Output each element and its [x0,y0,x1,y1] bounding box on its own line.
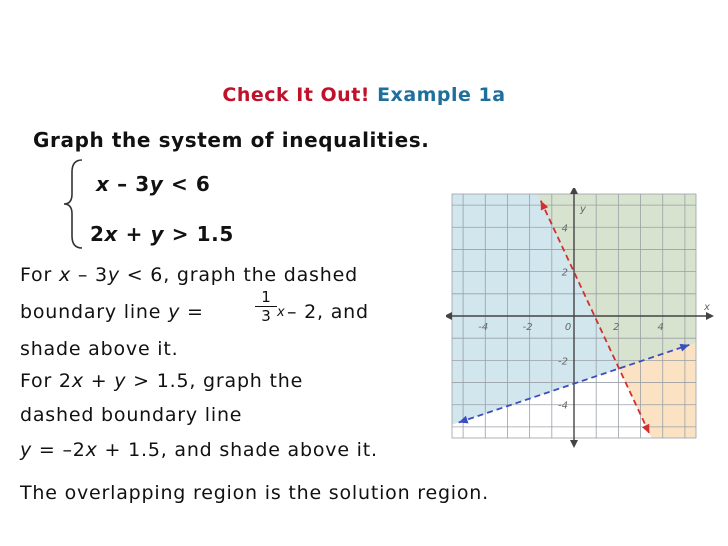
x-axis-label: x [704,302,710,313]
y-tick-label: -4 [558,400,568,412]
y-axis-label: y [580,204,586,215]
instruction-line-3: shade above it. [20,338,179,360]
instruction-line-6: y = –2x + 1.5, and shade above it. [20,439,378,461]
instruction-line-2: boundary line y = [20,301,204,323]
problem-heading: Graph the system of inequalities. [33,128,430,152]
slide-title [0,84,728,106]
x-tick-label: -4 [478,322,489,333]
x-axis-arrow [706,312,714,320]
instruction-line-4: For 2x + y > 1.5, graph the [20,370,304,392]
inequality-2: 2x + y > 1.5 [90,222,234,246]
fraction-variable: x [277,305,285,320]
y-tick-label: 2 [561,267,568,279]
inequality-1: x – 3y < 6 [96,172,211,196]
system-brace [60,158,90,250]
y-tick-label: -2 [558,356,568,368]
x-tick-label: 0 [564,322,572,333]
x-tick-label: 4 [657,322,664,333]
inequality-graph [446,188,714,448]
y-axis-arrow [570,188,578,194]
title-check-it-out: Check It Out! [222,84,370,106]
title-example: Example 1a [377,84,506,106]
fraction-one-third: $\frac{1}{3}$ [255,290,277,324]
instruction-line-5: dashed boundary line [20,404,243,426]
y-tick-label: 4 [561,223,568,235]
y-axis-arrow-down [570,440,578,448]
x-tick-label: 2 [613,322,620,333]
instruction-line-2-end: – 2, and [287,301,369,323]
instruction-line-1: For x – 3y < 6, graph the dashed [20,264,358,286]
x-axis-arrow-left [446,312,452,320]
x-tick-label: -2 [522,322,533,333]
conclusion-line: The overlapping region is the solution region. [20,482,489,504]
